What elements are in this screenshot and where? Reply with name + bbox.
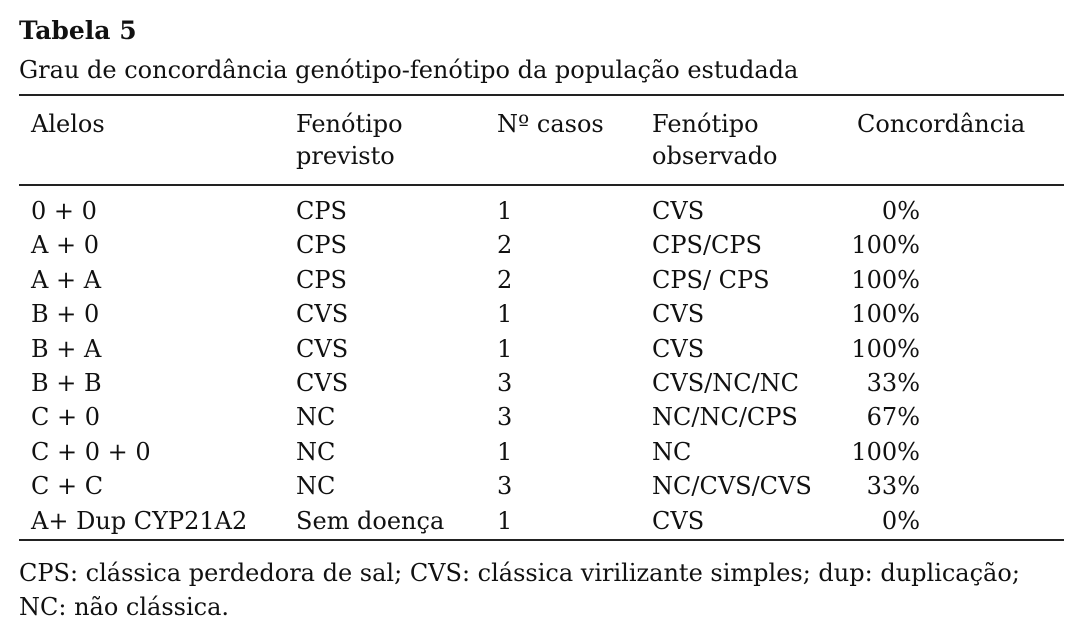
cell-alelos: C + C xyxy=(31,472,104,501)
cell-concordancia: 100% xyxy=(851,265,920,294)
cell-concordancia: 100% xyxy=(851,334,920,363)
cell-alelos: A+ Dup CYP21A2 xyxy=(31,506,248,535)
header-observado-line1: Fenótipo xyxy=(652,110,759,138)
header-concordancia xyxy=(857,108,1025,140)
header-concordancia-label: Concordância xyxy=(857,110,1026,138)
cell-concordancia: 100% xyxy=(851,300,920,329)
cell-fenotipo-observado: CVS xyxy=(652,300,705,329)
cell-casos: 2 xyxy=(497,231,513,260)
cell-alelos: A + 0 xyxy=(31,231,99,260)
cell-alelos: B + A xyxy=(31,334,102,363)
header-fenotipo-previsto xyxy=(296,108,403,172)
cell-casos: 3 xyxy=(497,403,513,432)
cell-fenotipo-observado: NC/NC/CPS xyxy=(652,403,798,432)
table-row xyxy=(0,400,1087,434)
top-rule xyxy=(19,94,1064,96)
cell-concordancia: 67% xyxy=(866,403,920,432)
table-row xyxy=(0,469,1087,503)
cell-fenotipo-previsto: CPS xyxy=(296,231,347,260)
cell-fenotipo-observado: CVS xyxy=(652,197,705,225)
cell-casos: 1 xyxy=(497,334,513,363)
cell-alelos: B + 0 xyxy=(31,300,100,329)
table-row xyxy=(0,366,1087,400)
cell-casos: 1 xyxy=(497,197,513,225)
cell-fenotipo-observado: CVS/NC/NC xyxy=(652,368,800,397)
cell-fenotipo-previsto: CVS xyxy=(296,368,349,397)
table-title: Tabela 5 xyxy=(19,16,137,45)
header-casos-label: Nº casos xyxy=(497,110,604,138)
cell-fenotipo-observado: CVS xyxy=(652,334,705,363)
table-row xyxy=(0,504,1087,538)
header-observado-line2: observado xyxy=(652,142,778,170)
header-previsto-line1: Fenótipo xyxy=(296,110,403,138)
cell-alelos: A + A xyxy=(31,265,102,294)
table-row xyxy=(0,194,1087,228)
cell-fenotipo-previsto: NC xyxy=(296,437,336,466)
cell-concordancia: 0% xyxy=(881,506,920,535)
cell-casos: 3 xyxy=(497,472,513,501)
cell-casos: 1 xyxy=(497,506,513,535)
cell-alelos: B + B xyxy=(31,368,102,397)
header-rule xyxy=(19,184,1064,186)
cell-fenotipo-observado: CPS/CPS xyxy=(652,231,762,260)
cell-fenotipo-previsto: CPS xyxy=(296,197,347,225)
cell-fenotipo-previsto: NC xyxy=(296,403,336,432)
cell-fenotipo-previsto: CPS xyxy=(296,265,347,294)
cell-fenotipo-observado: NC/CVS/CVS xyxy=(652,472,812,501)
table-row xyxy=(0,332,1087,366)
bottom-rule xyxy=(19,539,1064,541)
cell-casos: 2 xyxy=(497,265,513,294)
table-body xyxy=(0,194,1087,538)
cell-casos: 1 xyxy=(497,300,513,329)
table-row xyxy=(0,435,1087,469)
cell-casos: 3 xyxy=(497,368,513,397)
table-caption: Grau de concordância genótipo-fenótipo da população estudada xyxy=(19,56,799,84)
cell-alelos: C + 0 xyxy=(31,403,100,432)
table-row xyxy=(0,263,1087,297)
cell-fenotipo-previsto: CVS xyxy=(296,300,349,329)
cell-fenotipo-previsto: NC xyxy=(296,472,336,501)
cell-fenotipo-observado: NC xyxy=(652,437,692,466)
cell-fenotipo-observado: CVS xyxy=(652,506,705,535)
cell-fenotipo-previsto: Sem doença xyxy=(296,506,445,535)
header-fenotipo-observado xyxy=(652,108,777,172)
header-alelos xyxy=(31,108,105,140)
cell-concordancia: 100% xyxy=(851,231,920,260)
cell-alelos: 0 + 0 xyxy=(31,197,97,225)
header-previsto-line2: previsto xyxy=(296,142,395,170)
header-alelos-label: Alelos xyxy=(31,110,105,138)
cell-casos: 1 xyxy=(497,437,513,466)
cell-concordancia: 33% xyxy=(866,368,920,397)
cell-alelos: C + 0 + 0 xyxy=(31,437,151,466)
cell-fenotipo-observado: CPS/ CPS xyxy=(652,265,770,294)
cell-fenotipo-previsto: CVS xyxy=(296,334,349,363)
table-row xyxy=(0,297,1087,331)
cell-concordancia: 0% xyxy=(881,197,920,225)
cell-concordancia: 33% xyxy=(866,472,920,501)
table-row xyxy=(0,228,1087,262)
table-footnote: CPS: clássica perdedora de sal; CVS: clássica virilizante simples; dup: duplicação; NC: não clássica. xyxy=(19,559,1020,621)
cell-concordancia: 100% xyxy=(851,437,920,466)
header-casos xyxy=(497,108,604,140)
